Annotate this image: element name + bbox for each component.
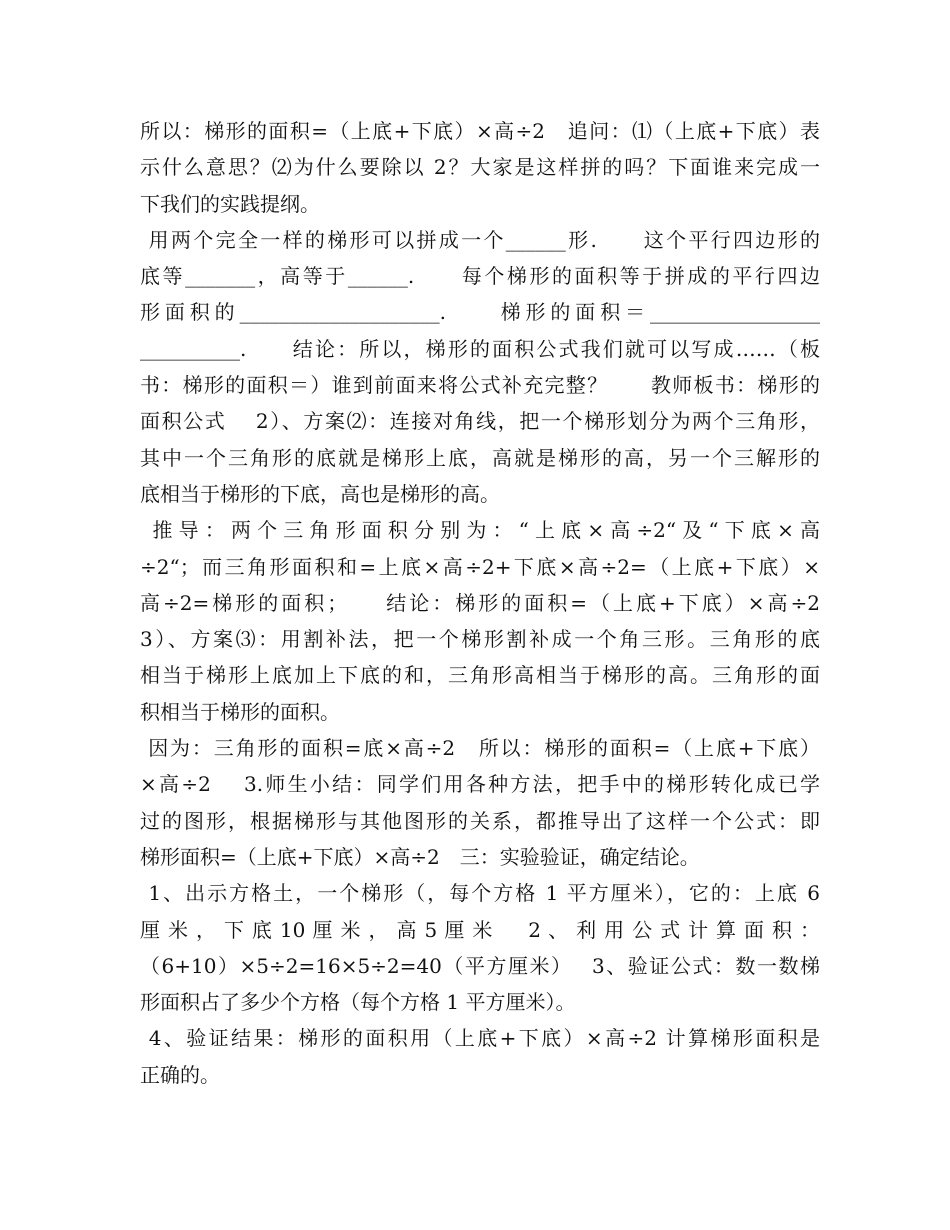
text-line: 书：梯形的面积＝）谁到前面来将公式补充完整？ 教师板书：梯形的 <box>140 373 820 398</box>
text-line: 相当于梯形上底加上下底的和，三角形高相当于梯形的高。三角形的面 <box>140 663 820 688</box>
text-line: 积相当于梯形的面积。 <box>140 699 340 724</box>
text-line: 1、出示方格土，一个梯形（，每个方格 1 平方厘米），它的：上底 6 <box>140 881 820 906</box>
text-line: 形面积的____________________. 梯形的面积＝_________________ <box>140 300 820 325</box>
text-line: 其中一个三角形的底就是梯形上底，高就是梯形的高，另一个三解形的 <box>140 445 820 470</box>
text-line: 底相当于梯形的下底，高也是梯形的高。 <box>140 481 500 506</box>
text-line: 所以：梯形的面积=（上底+下底）×高÷2 追问：⑴（上底+下底）表 <box>140 119 820 143</box>
text-line: 厘 米 ， 下 底 10 厘 米 ， 高 5 厘 米 2 、 利 用 公 式 计 算 面 积 ： <box>140 917 820 942</box>
text-line: 因为：三角形的面积=底×高÷2 所以：梯形的面积=（上底+下底） <box>140 736 820 761</box>
text-line: 下我们的实践提纲。 <box>140 191 320 216</box>
text-line: ×高÷2 3.师生小结：同学们用各种方法，把手中的梯形转化成已学 <box>140 772 820 797</box>
text-line: 4、验证结果：梯形的面积用（上底+下底）×高÷2 计算梯形面积是 <box>140 1026 820 1051</box>
text-line: 推导：两个三角形面积分别为：“上底×高÷2“及“下底×高 <box>140 518 820 543</box>
text-line: __________. 结论：所以，梯形的面积公式我们就可以写成……（板 <box>140 336 820 361</box>
text-line: 示什么意思？⑵为什么要除以 2？大家是这样拼的吗？下面谁来完成一 <box>140 155 820 180</box>
text-line: ÷2“；而三角形面积和=上底×高÷2+下底×高÷2=（上底+下底）× <box>140 554 820 579</box>
text-line: 面积公式 2）、方案⑵：连接对角线，把一个梯形划分为两个三角形， <box>140 409 820 434</box>
text-line: 正确的。 <box>140 1062 220 1087</box>
text-line: 高÷2=梯形的面积； 结论：梯形的面积=（上底+下底）×高÷2 <box>140 590 820 615</box>
text-line: 底等_______，高等于______. 每个梯形的面积等于拼成的平行四边 <box>140 264 820 289</box>
text-line: 梯形面积=（上底+下底）×高÷2 三：实验验证，确定结论。 <box>140 844 700 869</box>
text-line: （6+10）×5÷2=16×5÷2=40（平方厘米） 3、验证公式：数一数梯 <box>140 953 820 978</box>
text-line: 形面积占了多少个方格（每个方格 1 平方厘米）。 <box>140 990 576 1015</box>
document-body <box>140 113 820 1093</box>
text-line: 3）、方案⑶：用割补法，把一个梯形割补成一个角三形。三角形的底 <box>140 627 820 652</box>
text-line: 用两个完全一样的梯形可以拼成一个______形. 这个平行四边形的 <box>140 227 820 252</box>
text-line: 过的图形，根据梯形与其他图形的关系，都推导出了这样一个公式：即 <box>140 808 820 833</box>
